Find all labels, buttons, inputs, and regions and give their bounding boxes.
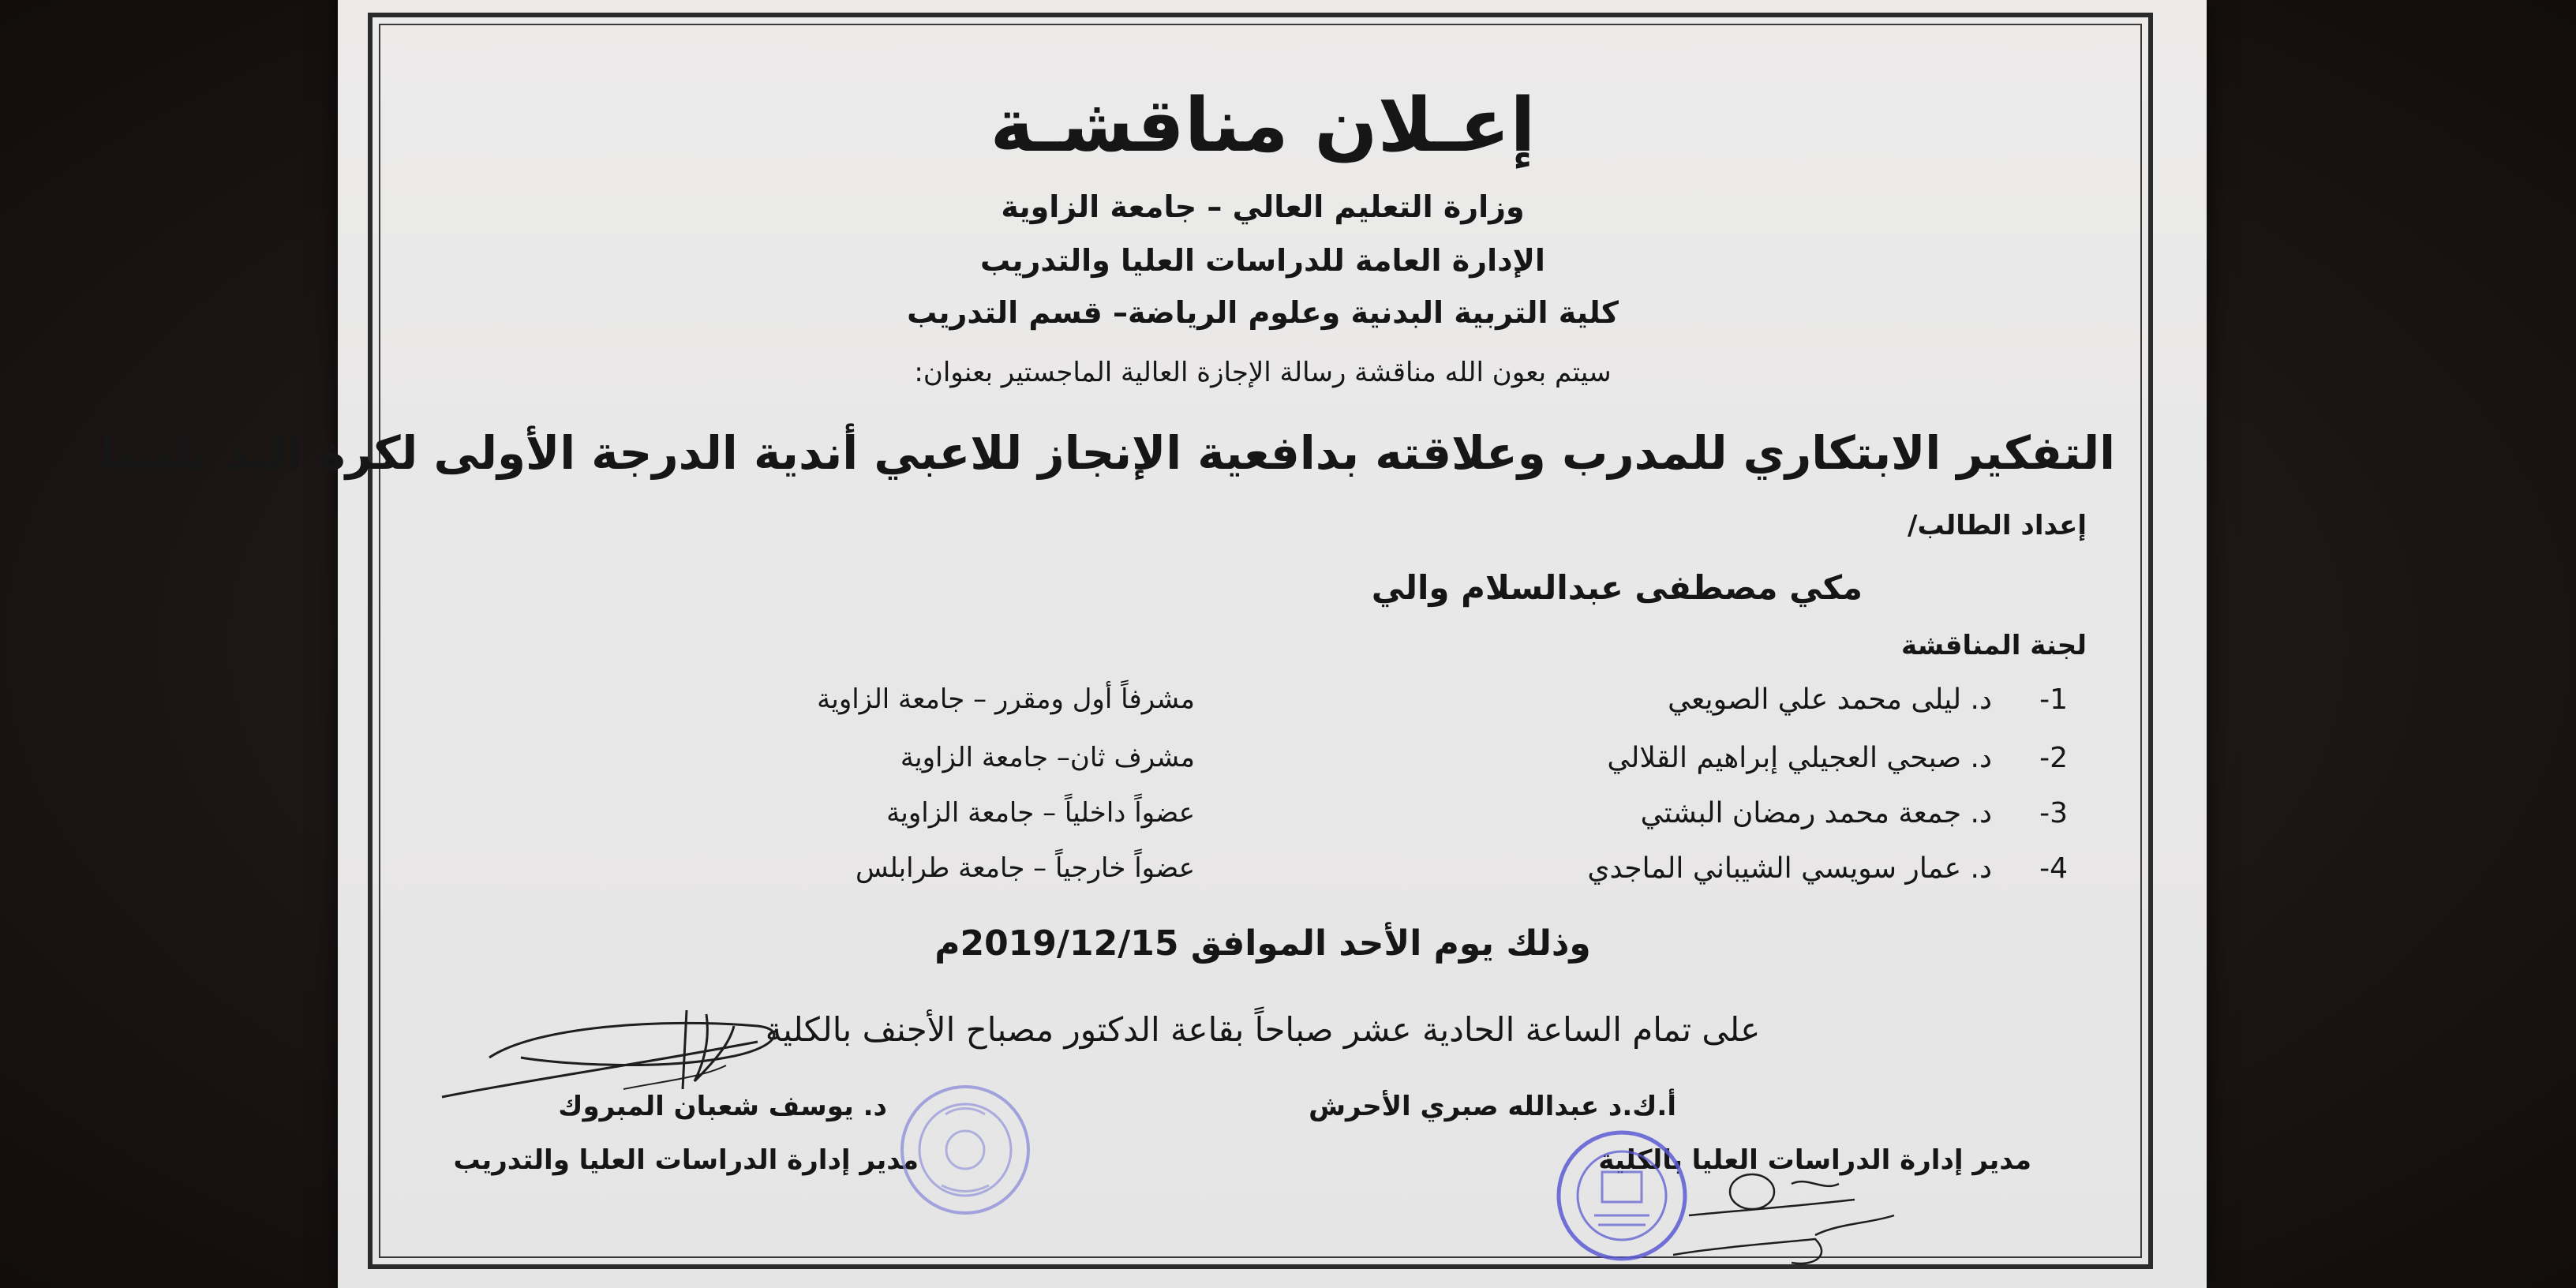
defense-date: وذلك يوم الأحد الموافق 2019/12/15م	[934, 923, 1591, 964]
left-signatory-name: د. يوسف شعبان المبروك	[558, 1091, 887, 1122]
department-line: الإدارة العامة للدراسات العليا والتدريب	[980, 243, 1545, 278]
announcement-title: إعـلان مناقشـة	[990, 83, 1536, 169]
right-signature-icon	[1657, 1168, 1941, 1279]
committee-number: -1	[2039, 683, 2068, 716]
prepared-by-label: إعداد الطالب/	[1908, 510, 2087, 541]
committee-label: لجنة المناقشة	[1901, 630, 2087, 661]
defense-time-venue: على تمام الساعة الحادية عشر صباحاً بقاعة الدكتور مصباح الأجنف بالكلية	[765, 1010, 1761, 1049]
committee-number: -2	[2039, 742, 2068, 774]
right-signatory-title: مدير إدارة الدراسات العليا بالكلية	[1598, 1144, 2031, 1176]
intro-line: سيتم بعون الله مناقشة رسالة الإجازة العالية الماجستير بعنوان:	[914, 357, 1612, 388]
faculty-line: كلية التربية البدنية وعلوم الرياضة– قسم التدريب	[907, 295, 1619, 330]
committee-number: -4	[2039, 852, 2068, 885]
left-signatory-title: مدير إدارة الدراسات العليا والتدريب	[453, 1144, 919, 1176]
student-name: مكي مصطفى عبدالسلام والي	[1371, 568, 1863, 607]
committee-member-name: د. جمعة محمد رمضان البشتي	[1640, 797, 1992, 829]
committee-member-role: عضواً خارجياً – جامعة طرابلس	[856, 852, 1195, 884]
ministry-line: وزارة التعليم العالي – جامعة الزاوية	[1001, 189, 1525, 224]
thesis-title: التفكير الابتكاري للمدرب وعلاقته بدافعية الإنجاز للاعبي أندية الدرجة الأولى لكرة اليد بليبيا	[99, 426, 2115, 480]
committee-member-role: مشرفاً أول ومقرر – جامعة الزاوية	[817, 683, 1195, 715]
committee-member-role: عضواً داخلياً – جامعة الزاوية	[886, 797, 1195, 829]
committee-member-name: د. صبحي العجيلي إبراهيم القلالي	[1607, 742, 1992, 774]
right-signatory-name: أ.ك.د عبدالله صبري الأحرش	[1309, 1091, 1676, 1122]
committee-member-role: مشرف ثان– جامعة الزاوية	[900, 742, 1195, 773]
committee-number: -3	[2039, 797, 2068, 829]
left-signature-icon	[426, 994, 837, 1136]
committee-member-name: د. عمار سويسي الشيباني الماجدي	[1587, 852, 1992, 885]
committee-member-name: د. ليلى محمد علي الصويعي	[1668, 683, 1992, 716]
left-official-stamp-icon	[898, 1083, 1032, 1217]
